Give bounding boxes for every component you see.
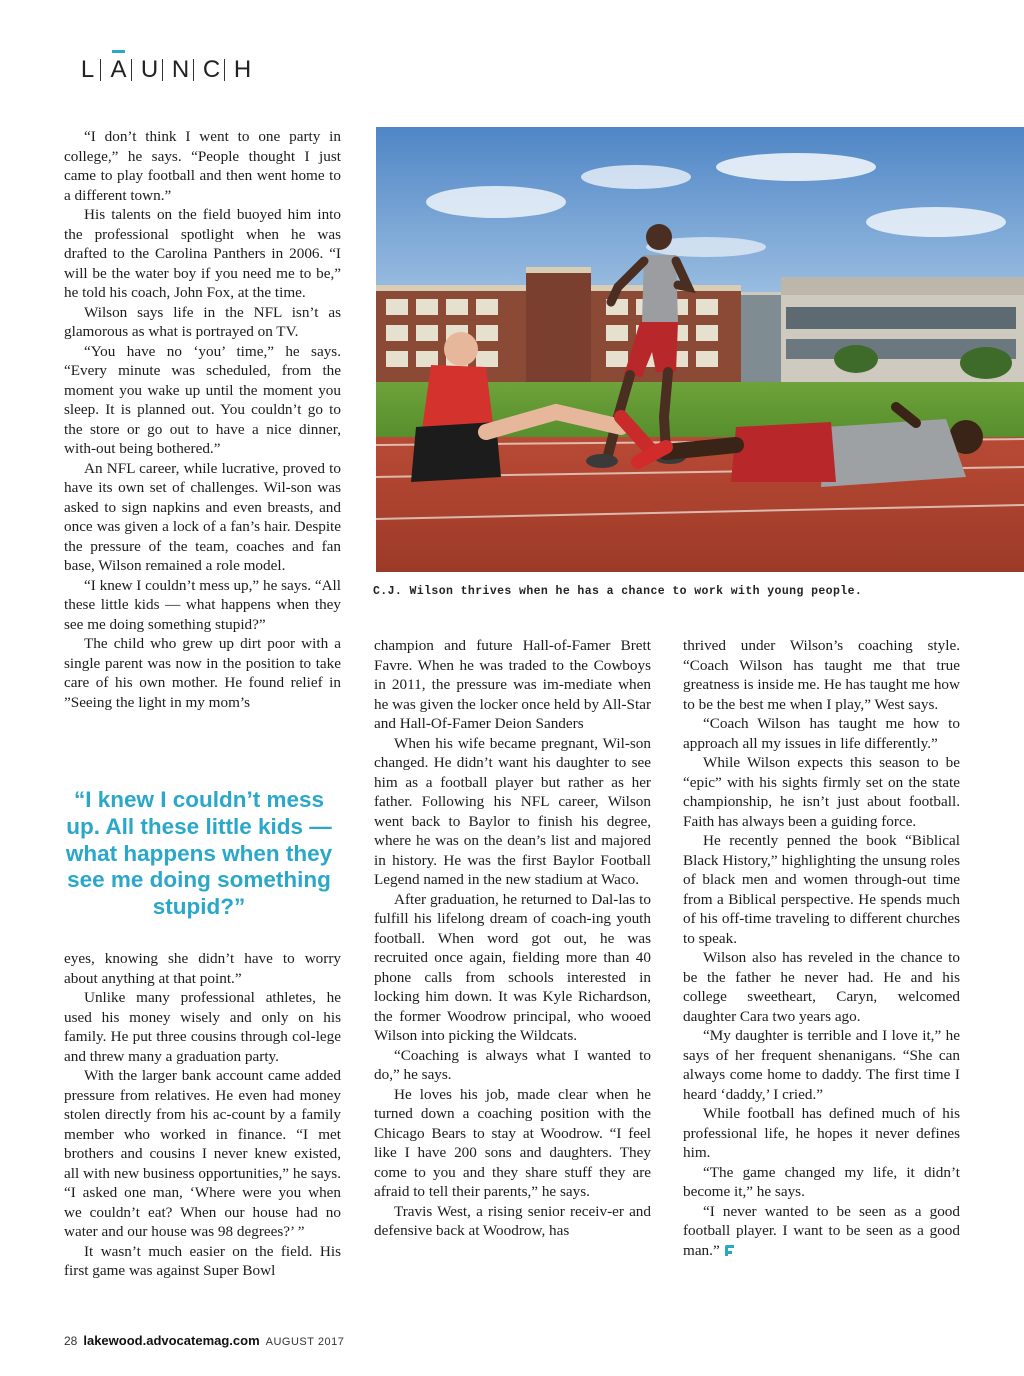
issue-date: AUGUST 2017 <box>265 1336 345 1348</box>
article-column-1-top <box>64 127 341 712</box>
paragraph: “You have no ‘you’ time,” he says. “Every minute was scheduled, from the moment you wake up until the moment you sleep. It is planned out. You couldn’t go to the store or go out to have a nice dinner, with-out being bothered.” <box>64 342 341 457</box>
paragraph: An NFL career, while lucrative, proved to have its own set of challenges. Wil-son was asked to sign napkins and even breasts, and once was given a lock of a fan’s hair. Despite the pressure of the team, coaches and fan base, Wilson remained a role model. <box>64 459 341 574</box>
paragraph: champion and future Hall-of-Famer Brett Favre. When he was traded to the Cowboys in 2011, the pressure was im-mediate when he was given the locker once held by All-Star and Hall-Of-Famer Deion Sanders <box>374 637 651 732</box>
paragraph: “I don’t think I went to one party in college,” he says. “People thought I just came to play football and then went home to a different town.” <box>64 128 341 204</box>
paragraph: “The game changed my life, it didn’t become it,” he says. <box>683 1163 960 1200</box>
logo-letter: U <box>140 56 159 83</box>
paragraph: His talents on the field buoyed him into the professional spotlight when he was drafted to the Carolina Panthers in 2006. “I will be the water boy if you need me to be,” he told his coach, John Fox, at the time. <box>64 206 341 301</box>
paragraph: “I knew I couldn’t mess up,” he says. “All these little kids — what happens when they see me doing something stupid?” <box>64 576 342 633</box>
logo-letter: N <box>171 56 190 83</box>
paragraph: After graduation, he returned to Dal-las to fulfill his lifelong dream of coach-ing youth football. When word got out, he was recruited once again, fielding more than 40 phone calls from schools interested in locking him down. It was Kyle Richardson, the former Woodrow principal, who wooed Wilson into picking the Wildcats. <box>374 890 651 1044</box>
paragraph-text: “I never wanted to be seen as a good football player. I want to be seen as a good man.” <box>683 1202 960 1259</box>
paragraph: With the larger bank account came added pressure from relatives. He even had money stolen directly from his ac-count by a family member who worked in finance. “I met brothers and cousins I never knew existed, all with new business opportunities,” he says. “I asked one man, ‘Where were you when we couldn’t eat? When our house had no water and our house was 98 degrees?’ ” <box>64 1067 341 1240</box>
end-mark-icon <box>724 1244 735 1257</box>
paragraph: “Coaching is always what I wanted to do,” he says. <box>374 1046 651 1083</box>
photo-caption: C.J. Wilson thrives when he has a chance to work with young people. <box>373 585 863 598</box>
paragraph: He recently penned the book “Biblical Black History,” highlighting the unsung roles of black men and women through-out time from a Biblical perspective. He spends much of his off-time traveling to different churches to speak. <box>683 832 960 947</box>
paragraph-last <box>683 1202 960 1261</box>
paragraph: “Coach Wilson has taught me how to approach all my issues in life differently.” <box>683 715 960 752</box>
logo-letter: C <box>202 56 221 83</box>
article-column-3 <box>683 636 960 1260</box>
logo-letter: H <box>233 56 252 83</box>
article-column-1-bottom <box>64 949 341 1281</box>
pull-quote: “I knew I couldn’t mess up. All these little kids — what happens when they see me doing something stupid?” <box>65 787 333 920</box>
section-logo <box>77 48 253 84</box>
paragraph: He loves his job, made clear when he turned down a coaching position with the Chicago Bears to stay at Woodrow. “I feel like I have 200 sons and daughters. They come to you and they share stuff they are afraid to tell their parents,” he says. <box>374 1085 651 1200</box>
track-workout-photo <box>376 127 1024 572</box>
article-photo <box>376 127 1024 572</box>
paragraph: Wilson says life in the NFL isn’t as glamorous as what is portrayed on TV. <box>64 303 341 340</box>
paragraph: “My daughter is terrible and I love it,” he says of her frequent shenanigans. “She can always come home to daddy. The first time I heard ‘daddy,’ I cried.” <box>683 1027 960 1103</box>
paragraph: When his wife became pregnant, Wil-son changed. He didn’t want his daughter to see him as a football player but rather as her father. Following his NFL career, Wilson went back to Baylor to finish his degree, where he was on the dean’s list and majored in history. He was the first Baylor Football Legend named in the new stadium at Waco. <box>374 734 651 888</box>
paragraph: It wasn’t much easier on the field. His first game was against Super Bowl <box>64 1242 341 1279</box>
paragraph: Wilson also has reveled in the chance to be the father he never had. He and his college sweetheart, Caryn, welcomed daughter Cara two years ago. <box>683 949 960 1025</box>
paragraph: While Wilson expects this season to be “epic” with his sights firmly set on the state championship, he isn’t just about football. Faith has always been a guiding force. <box>683 754 960 830</box>
paragraph: eyes, knowing she didn’t have to worry about anything at that point.” <box>64 950 341 987</box>
page-footer <box>64 1333 344 1348</box>
article-column-2 <box>374 636 651 1241</box>
logo-letter: L <box>80 56 95 83</box>
paragraph: The child who grew up dirt poor with a single parent was now in the position to take care of his own mother. He found relief in ”Seeing the light in my mom’s <box>64 635 341 711</box>
paragraph: Travis West, a rising senior receiv-er and defensive back at Woodrow, has <box>374 1202 651 1239</box>
website-link[interactable]: lakewood.advocatemag.com <box>83 1333 260 1348</box>
paragraph: thrived under Wilson’s coaching style. “Coach Wilson has taught me that true greatness is inside me. He has taught me how to be the best me when I play,” West says. <box>683 637 960 713</box>
paragraph: Unlike many professional athletes, he used his money wisely and only on his family. He put three cousins through col-lege and threw many a graduation party. <box>64 989 341 1065</box>
paragraph: While football has defined much of his professional life, he hopes it never defines him. <box>683 1105 960 1161</box>
logo-letter: A <box>108 56 129 84</box>
page-number: 28 <box>64 1334 78 1348</box>
